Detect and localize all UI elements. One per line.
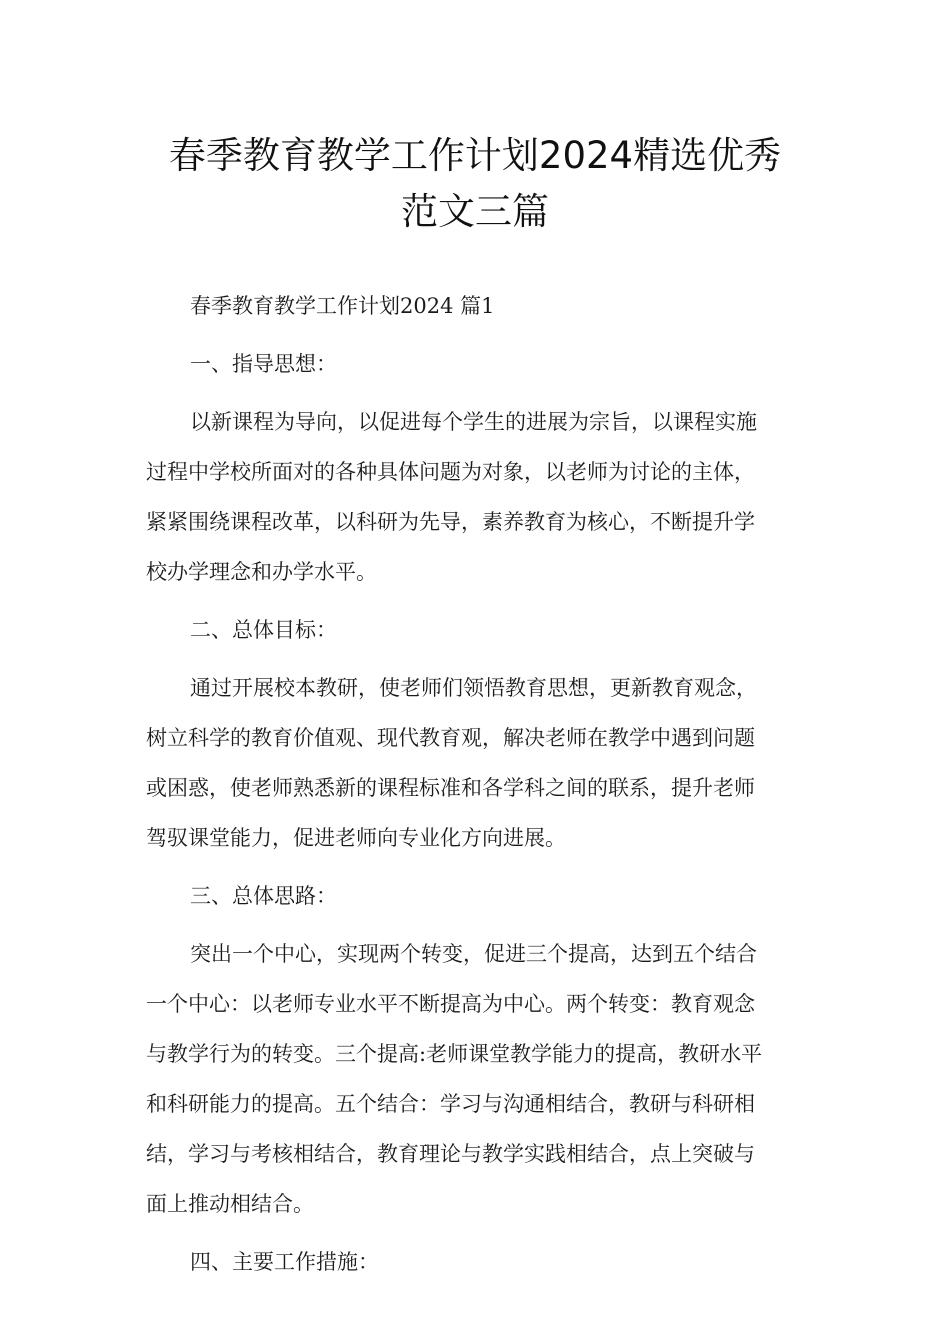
paragraph-line: 和科研能力的提高。五个结合：学习与沟通相结合，教研与科研相 <box>146 1092 755 1116</box>
section-heading: 三、总体思路： <box>190 884 337 908</box>
title-line-1: 春季教育教学工作计划2024精选优秀 <box>168 134 782 177</box>
subtitle: 春季教育教学工作计划2024 篇1 <box>190 294 495 318</box>
paragraph-line: 校办学理念和办学水平。 <box>146 560 377 584</box>
paragraph-line: 一个中心：以老师专业水平不断提高为中心。两个转变：教育观念 <box>146 992 755 1016</box>
paragraph <box>146 929 810 1229</box>
paragraph <box>146 663 810 863</box>
document-title <box>120 128 830 240</box>
document-body <box>146 281 810 1287</box>
paragraph-line: 树立科学的教育价值观、现代教育观，解决老师在教学中遇到问题 <box>146 726 755 750</box>
title-line-2: 范文三篇 <box>401 190 549 233</box>
paragraph-line: 通过开展校本教研，使老师们领悟教育思想，更新教育观念， <box>190 676 757 700</box>
paragraph-line: 结，学习与考核相结合，教育理论与教学实践相结合，点上突破与 <box>146 1142 755 1166</box>
paragraph-line: 驾驭课堂能力，促进老师向专业化方向进展。 <box>146 826 566 850</box>
paragraph-line: 突出一个中心，实现两个转变，促进三个提高，达到五个结合 <box>190 942 757 966</box>
section-heading: 一、指导思想： <box>190 352 337 376</box>
section-heading: 二、总体目标： <box>190 618 337 642</box>
paragraph-line: 与教学行为的转变。三个提高:老师课堂教学能力的提高，教研水平 <box>146 1042 763 1066</box>
section-heading: 四、主要工作措施： <box>190 1250 379 1274</box>
paragraph <box>146 397 810 597</box>
paragraph-line: 面上推动相结合。 <box>146 1192 314 1216</box>
paragraph-line: 紧紧围绕课程改革，以科研为先导，素养教育为核心，不断提升学 <box>146 510 755 534</box>
paragraph-line: 过程中学校所面对的各种具体问题为对象，以老师为讨论的主体， <box>146 460 755 484</box>
paragraph-line: 或困惑，使老师熟悉新的课程标准和各学科之间的联系，提升老师 <box>146 776 755 800</box>
paragraph-line: 以新课程为导向，以促进每个学生的进展为宗旨，以课程实施 <box>190 410 757 434</box>
